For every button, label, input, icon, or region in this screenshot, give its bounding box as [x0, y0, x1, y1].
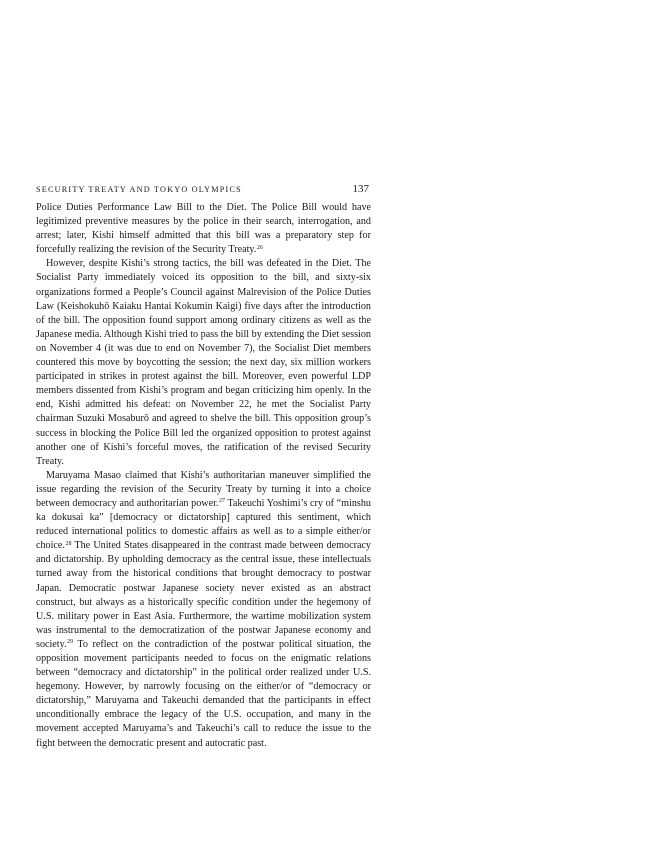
paragraph-1: [36, 201, 371, 257]
footnote-marker: 27: [218, 498, 225, 505]
paragraph-text: Takeuchi Yoshimi’s cry of “minshu ka dokusai ka” [democracy or dictatorship] captured this sentiment, which reduced international politics to domestic affairs as well as to a simple either/or choice.: [36, 497, 371, 552]
paragraph-2: [36, 257, 371, 468]
footnote-marker: 26: [256, 244, 263, 251]
running-title: SECURITY TREATY AND TOKYO OLYMPICS: [36, 185, 242, 194]
paragraph-text: Police Duties Performance Law Bill to the Diet. The Police Bill would have legitimized preventive measures by the police in their search, interrogation, and arrest; later, Kishi himself admitted that this bill was a preparatory step for forcefully realizing the revision of the Security Treaty.: [36, 202, 371, 256]
book-page: [36, 183, 371, 751]
paragraph-text: Maruyama Masao claimed that Kishi’s authoritarian maneuver simplified the issue regarding the revision of the Security Treaty by turning it into a choice between democracy and authoritarian power.: [36, 469, 371, 509]
page-number: 137: [352, 183, 369, 195]
paragraph-3: [36, 469, 371, 751]
paragraph-text: To reflect on the contradiction of the postwar political situation, the opposition movement participants needed to focus on the enigmatic relations between “democracy and dictatorship” in the political order realized under U.S. hegemony. However, by narrowly focusing on the either/or of “democracy or dictatorship,” Maruyama and Takeuchi demanded that the participants in effect unconditionally embrace the legacy of the U.S. occupation, and many in the movement accepted Maruyama’s and Takeuchi’s call to reduce the issue to the fight between the democratic present and autocratic past.: [36, 638, 371, 749]
running-head: [36, 183, 371, 197]
paragraph-text: However, despite Kishi’s strong tactics, the bill was defeated in the Diet. The Socialist Party immediately voiced its opposition to the bill, and sixty-six organizations formed a People’s Council against Malrevision of the Police Duties Law (Keishokuhō Kaiaku Hantai Kokumin Kaigi) five days after the introduction of the bill. The opposition found support among ordinary citizens as well as the Japanese media. Although Kishi tried to pass the bill by extending the Diet session on November 4 (it was due to end on November 7), the Socialist Diet members countered this move by boycotting the session; the next day, six million workers participated in strikes in protest against the bill. Moreover, even powerful LDP members dissented from Kishi’s program and began criticizing him openly. In the end, Kishi admitted his defeat: on November 22, he met the Socialist Party chairman Suzuki Mosaburō and agreed to shelve the bill. This opposition group’s success in blocking the Police Bill led the organized opposition to protest against another one of Kishi’s forceful moves, the ratification of the revised Security Treaty.: [36, 258, 371, 467]
footnote-marker: 29: [67, 639, 74, 646]
paragraph-text: The United States disappeared in the contrast made between democracy and dictatorship. By upholding democracy as the central issue, these intellectuals turned away from the historical conditions that brought democracy to postwar Japan. Democratic postwar Japanese society never existed as an abstract construct, but always as a historically specific condition under the hegemony of U.S. military power in East Asia. Furthermore, the wartime mobilization system was instrumental to the democratization of the postwar Japanese economy and society.: [36, 540, 371, 650]
footnote-marker: 28: [65, 540, 72, 547]
